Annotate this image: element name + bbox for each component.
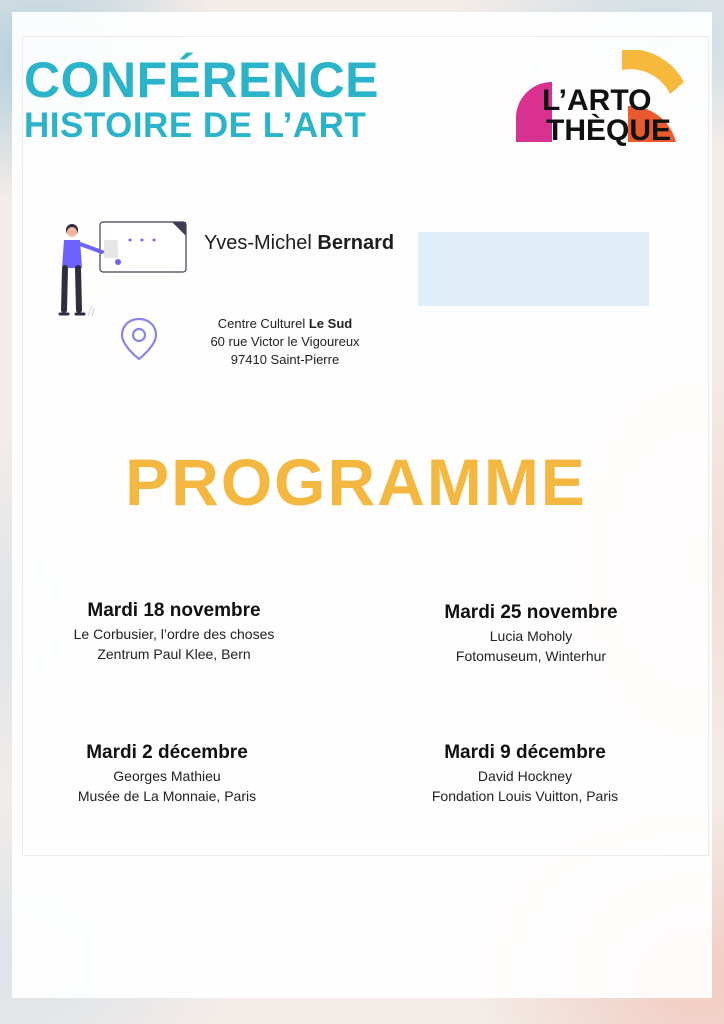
- session-title: David Hockney: [477, 768, 573, 784]
- venue-city: 97410 Saint-Pierre: [230, 352, 340, 367]
- venue-name-prefix: Centre Culturel: [217, 316, 306, 331]
- session-location: Musée de La Monnaie, Paris: [77, 788, 257, 804]
- venue-street: 60 rue Victor le Vigoureux: [210, 334, 360, 349]
- session-card: [17, 740, 317, 806]
- title-line-1: CONFÉRENCE: [24, 52, 380, 108]
- highlight-box: [418, 232, 649, 306]
- session-date: Mardi 9 décembre: [444, 742, 606, 763]
- session-date: Mardi 25 novembre: [444, 602, 618, 623]
- session-title: Lucia Moholy: [489, 628, 573, 644]
- title-line-2: HISTOIRE DE L’ART: [24, 106, 367, 145]
- speaker-first-name: Yves-Michel: [204, 232, 312, 254]
- session-location: Zentrum Paul Klee, Bern: [97, 646, 251, 662]
- session-card: [24, 598, 324, 664]
- programme-heading: PROGRAMME: [125, 445, 587, 519]
- logo-text-line1: L’ARTO: [542, 84, 652, 117]
- venue-address: [200, 315, 370, 369]
- session-location: Fondation Louis Vuitton, Paris: [431, 788, 619, 804]
- venue-name: Le Sud: [308, 316, 353, 331]
- session-date: Mardi 2 décembre: [86, 742, 248, 763]
- session-card: [381, 600, 681, 666]
- session-title: Le Corbusier, l’ordre des choses: [73, 626, 275, 642]
- session-date: Mardi 18 novembre: [87, 600, 261, 621]
- location-pin-icon: [118, 316, 160, 362]
- presentation-illustration: [52, 218, 192, 322]
- logo-text-line2: THÈQUE: [546, 114, 672, 147]
- speaker-last-name: Bernard: [317, 232, 395, 254]
- speaker-name: [204, 232, 394, 255]
- artotheque-logo: [512, 42, 692, 152]
- venue-line-1: [200, 315, 370, 333]
- session-location: Fotomuseum, Winterhur: [455, 648, 607, 664]
- session-title: Georges Mathieu: [113, 768, 221, 784]
- session-card: [375, 740, 675, 806]
